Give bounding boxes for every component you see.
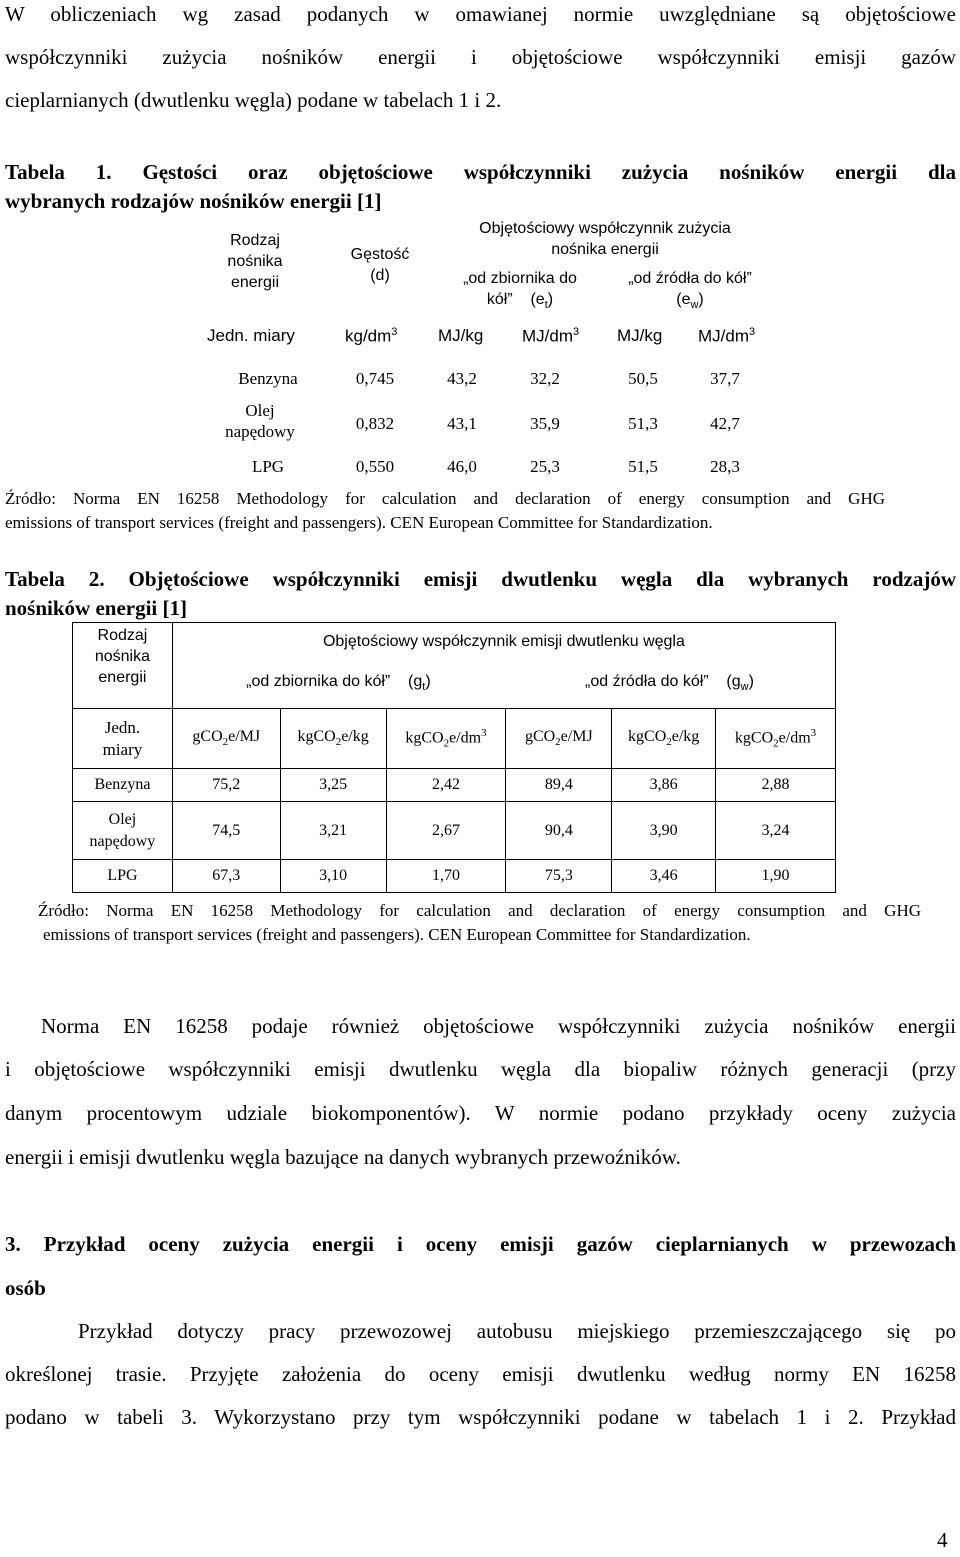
table2-header-source-symbol: (g xyxy=(726,673,741,690)
table1-header-tank-quote: kół” xyxy=(486,291,513,308)
table1-unit-density xyxy=(345,326,397,347)
table1-caption-line-2: wybranych rodzajów nośników energii [1] xyxy=(5,189,382,213)
table1-cell: 51,3 xyxy=(628,414,658,433)
table2-unit xyxy=(172,709,280,769)
table1-header-group-line-1: Objętościowy współczynnik zużycia xyxy=(479,220,731,237)
table2-row-label: Benzyna xyxy=(73,769,173,802)
table1-header-source-subscript: w xyxy=(690,299,699,312)
table2-unit xyxy=(506,709,612,769)
table1-cell: 32,2 xyxy=(530,369,560,388)
table-row xyxy=(73,802,836,860)
table-row xyxy=(73,769,836,802)
table1-header-density-line-1: Gęstość xyxy=(350,246,410,263)
table2-cell: 3,24 xyxy=(716,802,836,860)
intro-line-3: cieplarnianych (dwutlenku węgla) podane w tabelach 1 i 2. xyxy=(5,88,502,112)
table2-unit-prefix: gCO xyxy=(192,728,223,746)
table2-unit xyxy=(280,709,386,769)
table2-header-tank-close: ) xyxy=(425,673,431,690)
page-number: 4 xyxy=(937,1528,948,1552)
table1-header-type-line-3: energii xyxy=(230,274,280,291)
table2-unit-prefix: kgCO xyxy=(628,728,667,746)
table2-units-label-line-1: Jedn. xyxy=(104,717,141,737)
table1-unit-density-sup: 3 xyxy=(391,326,398,338)
table1-row-label: Benzyna xyxy=(238,369,298,388)
table2-cell: 3,25 xyxy=(280,769,386,802)
table2-cell: 2,67 xyxy=(386,802,506,860)
table2-header-tank-label: „od zbiornika do kół” xyxy=(246,673,391,690)
table1-cell: 43,1 xyxy=(447,414,477,433)
table1-row-label: LPG xyxy=(251,457,285,476)
table1-row-label-line-2: napędowy xyxy=(225,422,295,441)
table1-header-tank-line-1: „od zbiornika do xyxy=(463,270,577,287)
table2-cell: 67,3 xyxy=(172,860,280,893)
table2-unit-suffix: e/kg xyxy=(341,728,369,746)
section3-heading-line-1: 3. Przykład oceny zużycia energii i oceny emisji gazów cieplarnianych w przewozach xyxy=(5,1232,956,1256)
table2-unit-prefix: kgCO xyxy=(405,729,444,747)
table1-header-type-line-1: Rodzaj xyxy=(230,232,280,249)
table2-unit-subscript: 2 xyxy=(443,737,450,750)
table2-cell: 75,2 xyxy=(172,769,280,802)
table1-unit-source-volume xyxy=(698,326,755,347)
table2-unit-suffix: e/kg xyxy=(671,728,700,746)
table1-unit-density-base: kg/dm xyxy=(345,326,392,346)
table1-unit-source-mass-base: MJ/kg xyxy=(617,326,663,345)
table2-unit-prefix: kgCO xyxy=(297,728,336,746)
table2-row-label xyxy=(73,802,173,860)
table2-cell: 3,90 xyxy=(612,802,716,860)
table2-cell: 90,4 xyxy=(506,802,612,860)
para2-line-1: Norma EN 16258 podaje również objętościowe współczynniki zużycia nośników energii xyxy=(41,1014,956,1038)
table2-cell: 3,21 xyxy=(280,802,386,860)
table2-unit-subscript: 2 xyxy=(773,737,779,750)
table2-header-subgroups xyxy=(173,673,835,693)
table2-unit-prefix: kgCO xyxy=(734,729,774,747)
table2-header-group-title: Objętościowy współczynnik emisji dwutlenku węgla xyxy=(322,633,685,650)
table2-caption-line-2: nośników energii [1] xyxy=(5,596,188,620)
section3-heading-line-2: osób xyxy=(5,1276,46,1300)
table2-row-label-line-1: Olej xyxy=(108,810,137,828)
table2 xyxy=(72,622,836,893)
table1-header-source-close: ) xyxy=(698,291,704,308)
para3-line-1: Przykład dotyczy pracy przewozowej autobusu miejskiego przemieszczającego się po xyxy=(78,1319,956,1343)
table2-caption-line-1: Tabela 2. Objętościowe współczynniki emisji dwutlenku węgla dla wybranych rodzajów xyxy=(5,567,956,591)
table1-cell: 43,2 xyxy=(447,369,477,388)
table1-source-line-1: Źródło: Norma EN 16258 Methodology for calculation and declaration of energy consumption and GHG xyxy=(5,489,885,508)
table2-row-label-line-2: napędowy xyxy=(89,832,156,850)
table1-header-tank-symbol: (e xyxy=(530,291,545,308)
table2-cell: 1,70 xyxy=(386,860,506,893)
table1-header-tank-line-2 xyxy=(430,289,610,316)
table2-header-type xyxy=(73,623,173,709)
table1-header-tank xyxy=(430,268,610,316)
table1-header-density xyxy=(330,244,430,286)
table2-row-label: LPG xyxy=(73,860,173,893)
table2-unit-suffix: e/MJ xyxy=(560,728,593,746)
table1-header-type-line-2: nośnika xyxy=(227,253,283,270)
table2-header-group xyxy=(172,623,835,709)
table2-unit-subscript: 2 xyxy=(555,736,561,749)
table2-header-type-line-3: energii xyxy=(98,669,147,686)
table1-unit-tank-mass-base: MJ/kg xyxy=(438,326,484,345)
table1-cell: 28,3 xyxy=(710,457,740,476)
table2-cell: 1,90 xyxy=(716,860,836,893)
table2-units-label-line-2: miary xyxy=(102,739,143,759)
table1-unit-tank-volume xyxy=(522,326,579,347)
table2-unit-suffix: e/dm xyxy=(778,729,811,747)
intro-line-1: W obliczeniach wg zasad podanych w omawianej normie uwzględniane są objętościowe xyxy=(5,2,956,26)
table2-header-source xyxy=(504,673,835,693)
table2-cell: 2,88 xyxy=(716,769,836,802)
table1-cell: 46,0 xyxy=(447,457,477,476)
table1-cell: 25,3 xyxy=(530,457,560,476)
table2-unit-superscript: 3 xyxy=(481,727,487,740)
table2-units-label xyxy=(73,709,173,769)
table2-unit-subscript: 2 xyxy=(335,736,342,749)
table1-cell: 50,5 xyxy=(628,369,658,388)
table2-unit-suffix: e/MJ xyxy=(228,728,261,746)
table1-header-density-line-2: (d) xyxy=(370,267,390,284)
table2-unit xyxy=(612,709,716,769)
table1-row-label-line-1: Olej xyxy=(245,401,275,420)
table1-unit-tank-mass xyxy=(438,326,483,346)
table2-unit xyxy=(386,709,506,769)
table1 xyxy=(190,216,790,486)
table1-header-tank-subscript: t xyxy=(544,299,548,312)
table1-cell: 35,9 xyxy=(530,414,560,433)
table1-unit-tank-volume-sup: 3 xyxy=(573,326,580,338)
para3-line-3: podano w tabeli 3. Wykorzystano przy tym współczynniki podane w tabelach 1 i 2. Przykład xyxy=(5,1405,956,1429)
table1-cell: 42,7 xyxy=(710,414,740,433)
table2-source-line-2: emissions of transport services (freight and passengers). CEN European Committee for Standardization. xyxy=(43,925,751,944)
table1-cell: 37,7 xyxy=(710,369,740,388)
table2-cell: 3,10 xyxy=(280,860,386,893)
table2-unit xyxy=(716,709,836,769)
table2-header-tank-symbol: (g xyxy=(408,673,423,690)
table2-cell: 3,46 xyxy=(612,860,716,893)
table2-header-type-line-1: Rodzaj xyxy=(97,627,148,644)
table2-header-tank xyxy=(173,673,504,693)
table1-header-source xyxy=(600,268,780,316)
table1-unit-source-mass xyxy=(617,326,662,346)
table2-cell: 89,4 xyxy=(506,769,612,802)
table2-header-tank-subscript: t xyxy=(422,681,426,694)
para2-line-4: energii i emisji dwutlenku węgla bazujące na danych wybranych przewoźników. xyxy=(5,1145,681,1169)
table2-unit-subscript: 2 xyxy=(666,736,672,749)
table2-cell: 2,42 xyxy=(386,769,506,802)
table1-cell: 0,745 xyxy=(355,369,395,388)
table1-header-tank-close: ) xyxy=(547,291,554,308)
table2-header-source-subscript: w xyxy=(740,681,749,694)
table2-cell: 3,86 xyxy=(612,769,716,802)
table1-units-label: Jedn. miary xyxy=(207,326,295,345)
table1-cell: 51,5 xyxy=(628,457,658,476)
table1-header-source-line-1: „od źródła do kół” xyxy=(628,270,752,287)
table1-header-source-line-2 xyxy=(600,289,780,316)
table1-header-group-line-2: nośnika energii xyxy=(551,241,659,258)
table2-unit-suffix: e/dm xyxy=(449,729,482,747)
table2-source-line-1: Źródło: Norma EN 16258 Methodology for calculation and declaration of energy consumption and GHG xyxy=(38,901,921,920)
table1-unit-source-volume-base: MJ/dm xyxy=(698,326,749,346)
table2-units-row xyxy=(73,709,836,769)
table1-unit-source-volume-sup: 3 xyxy=(749,326,756,338)
para2-line-2: i objętościowe współczynniki emisji dwutlenku węgla dla biopaliw różnych generacji (przy xyxy=(5,1057,956,1081)
table2-header-source-label: „od źródła do kół” xyxy=(585,673,709,690)
table1-cell: 0,550 xyxy=(355,457,395,476)
table1-source-line-2: emissions of transport services (freight and passengers). CEN European Committee for Standardization. xyxy=(5,513,713,532)
table2-header-row xyxy=(73,623,836,709)
table-row xyxy=(73,860,836,893)
table2-cell: 75,3 xyxy=(506,860,612,893)
table2-unit-prefix: gCO xyxy=(524,728,556,746)
table2-unit-superscript: 3 xyxy=(810,727,817,740)
table2-header-type-line-2: nośnika xyxy=(94,648,150,665)
para2-line-3: danym procentowym udziale biokomponentów). W normie podano przykłady oceny zużycia xyxy=(5,1101,956,1125)
table1-unit-tank-volume-base: MJ/dm xyxy=(522,326,573,346)
table1-caption-line-1: Tabela 1. Gęstości oraz objętościowe współczynniki zużycia nośników energii dla xyxy=(5,160,956,184)
table1-cell: 0,832 xyxy=(355,414,395,433)
table1-header-group xyxy=(420,218,790,260)
table2-cell: 74,5 xyxy=(172,802,280,860)
table2-header-source-close: ) xyxy=(748,673,754,690)
para3-line-2: określonej trasie. Przyjęte założenia do oceny emisji dwutlenku według normy EN 16258 xyxy=(5,1362,956,1386)
table1-row-label xyxy=(190,400,330,442)
table2-unit-subscript: 2 xyxy=(222,736,229,749)
table1-header-source-symbol: (e xyxy=(676,291,691,308)
table1-header-type xyxy=(190,230,320,293)
intro-line-2: współczynniki zużycia nośników energii i objętościowe współczynniki emisji gazów xyxy=(5,45,956,69)
